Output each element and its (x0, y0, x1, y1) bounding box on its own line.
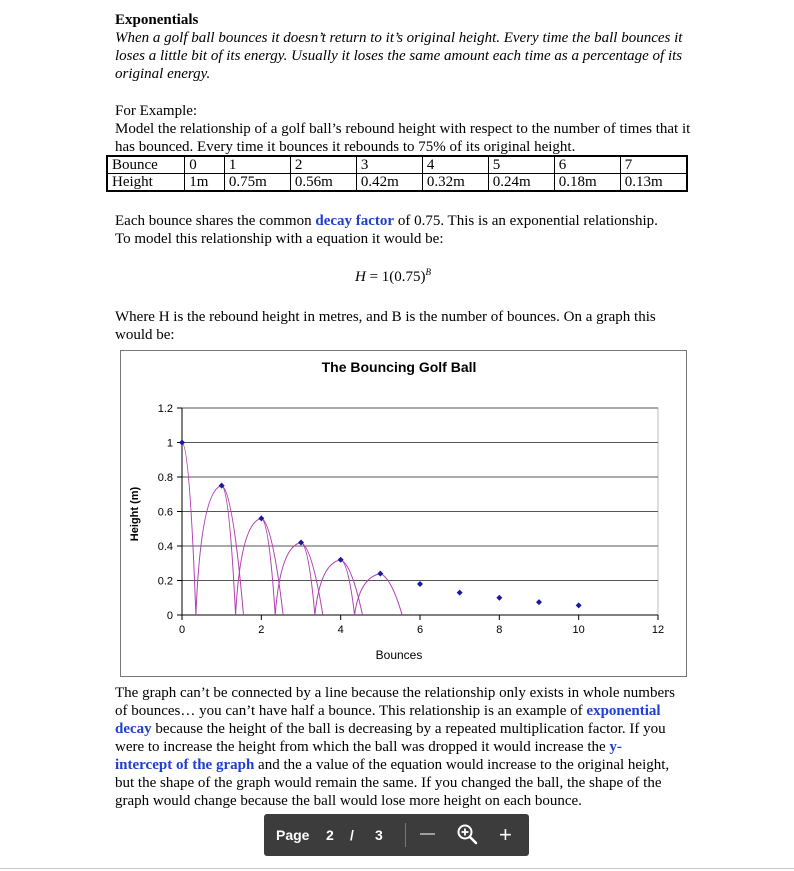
y-axis-label: Height (m) (129, 486, 141, 542)
x-tick-label: 2 (258, 624, 265, 636)
bounce-row (107, 156, 687, 174)
x-axis-label: Bounces (375, 648, 423, 662)
conclusion-text-3: and the a value of the equation would increase to the original height, but the shape of the graph would remain the same. If you changed the ball, the shape of the graph would change because the ball would lose more height on each bounce. (115, 757, 670, 809)
axis-ticks (158, 403, 664, 636)
formula-lhs: H (355, 269, 366, 285)
x-tick-label: 6 (416, 624, 424, 636)
height-row (107, 174, 687, 192)
data-point (496, 595, 502, 601)
chart-svg (121, 351, 686, 676)
conclusion-text-2: because the height of the ball is decreasing by a repeated multiplication factor. If you were to increase the height from which the ball was dropped it would increase the (115, 721, 666, 755)
zoom-icon[interactable] (456, 823, 478, 848)
conclusion-paragraph (115, 684, 677, 810)
x-tick-label: 12 (651, 624, 665, 636)
x-tick-label: 0 (178, 624, 186, 636)
table-cell: 0.13m (620, 174, 687, 192)
bouncing-ball-chart (120, 350, 687, 677)
x-tick-label: 10 (572, 624, 585, 636)
chart-title: The Bouncing Golf Ball (321, 359, 477, 375)
data-point (457, 590, 463, 596)
example-label: For Example: (115, 103, 198, 119)
formula-rhs: = 1(0.75) (365, 269, 426, 285)
table-cell: 1 (224, 156, 290, 174)
y-tick-label: 0.4 (157, 541, 173, 553)
y-tick-label: 0.2 (157, 575, 173, 588)
bounce-arc (341, 560, 402, 615)
x-tick-label: 4 (337, 624, 344, 636)
current-page[interactable]: 2 (326, 827, 334, 843)
y-tick-label: 0.8 (157, 472, 173, 484)
table-cell: 3 (356, 156, 422, 174)
document-text-intro (115, 11, 695, 83)
formula (355, 267, 431, 286)
conclusion-text-1: The graph can’t be connected by a line because the relationship only exists in whole numbers of bounces… you can’t have half a bounce. This relationship is an example of (115, 685, 675, 719)
table-cell: 0.42m (356, 174, 422, 192)
exponential-decay-term: exponential decay (115, 703, 661, 737)
table-cell: 0.56m (290, 174, 356, 192)
table-cell: 1m (185, 174, 225, 192)
toolbar-divider (405, 823, 406, 847)
data-point (179, 440, 185, 446)
height-header-cell: Height (107, 174, 185, 192)
example-text: Model the relationship of a golf ball’s rebound height with respect to the number of times that it has bounced. Every time it bounces it rebounds to 75% of its original height. (115, 121, 691, 155)
y-tick-label: 1 (166, 437, 173, 450)
data-point (536, 599, 542, 605)
decay-factor-term: decay factor (315, 213, 395, 229)
bounce-arcs (182, 443, 402, 616)
decay-paragraph (115, 212, 675, 248)
table-cell: 4 (422, 156, 488, 174)
table-cell: 0.18m (554, 174, 620, 192)
gridlines (182, 408, 658, 581)
bounce-header-cell: Bounce (107, 156, 185, 174)
intro-paragraph: When a golf ball bounces it doesn’t return to it’s original height. Every time the ball bounces it loses a little bit of its energy. Usually it loses the same amount each time as a percentage of its original energy. (115, 30, 683, 82)
decay-text-pre: Each bounce shares the common (115, 213, 316, 229)
where-paragraph: Where H is the rebound height in metres, and B is the number of bounces. On a graph this would be: (115, 309, 656, 343)
data-points (179, 440, 582, 609)
table-cell: 5 (488, 156, 554, 174)
page-toolbar (264, 814, 529, 856)
table-cell: 7 (620, 156, 687, 174)
y-intercept-term: y-intercept of the graph (115, 739, 622, 773)
example-block (115, 102, 700, 156)
y-tick-label: 1.2 (157, 403, 173, 415)
table-cell: 0.75m (224, 174, 290, 192)
zoom-in-button[interactable]: + (499, 822, 512, 847)
data-point (576, 602, 582, 608)
bounce-table (106, 155, 688, 192)
total-pages: 3 (375, 827, 383, 843)
decay-text-post: of 0.75. This is an exponential relationship. To model this relationship with a equation it would be: (115, 213, 658, 247)
y-tick-label: 0.6 (157, 506, 173, 519)
data-point (417, 581, 423, 587)
table-cell: 0.24m (488, 174, 554, 192)
formula-exponent: B (425, 267, 432, 277)
table-cell: 2 (290, 156, 356, 174)
table-cell: 0 (185, 156, 225, 174)
table-cell: 0.32m (422, 174, 488, 192)
page-separator: / (350, 827, 354, 843)
table-cell: 6 (554, 156, 620, 174)
section-heading: Exponentials (115, 12, 199, 28)
zoom-out-button[interactable]: — (420, 825, 435, 842)
page-bottom-border (0, 868, 794, 869)
magnifier-icon (456, 823, 478, 845)
y-tick-label: 0 (166, 610, 173, 622)
data-point (377, 571, 383, 577)
page-label: Page (276, 827, 310, 843)
x-tick-label: 8 (496, 624, 503, 636)
